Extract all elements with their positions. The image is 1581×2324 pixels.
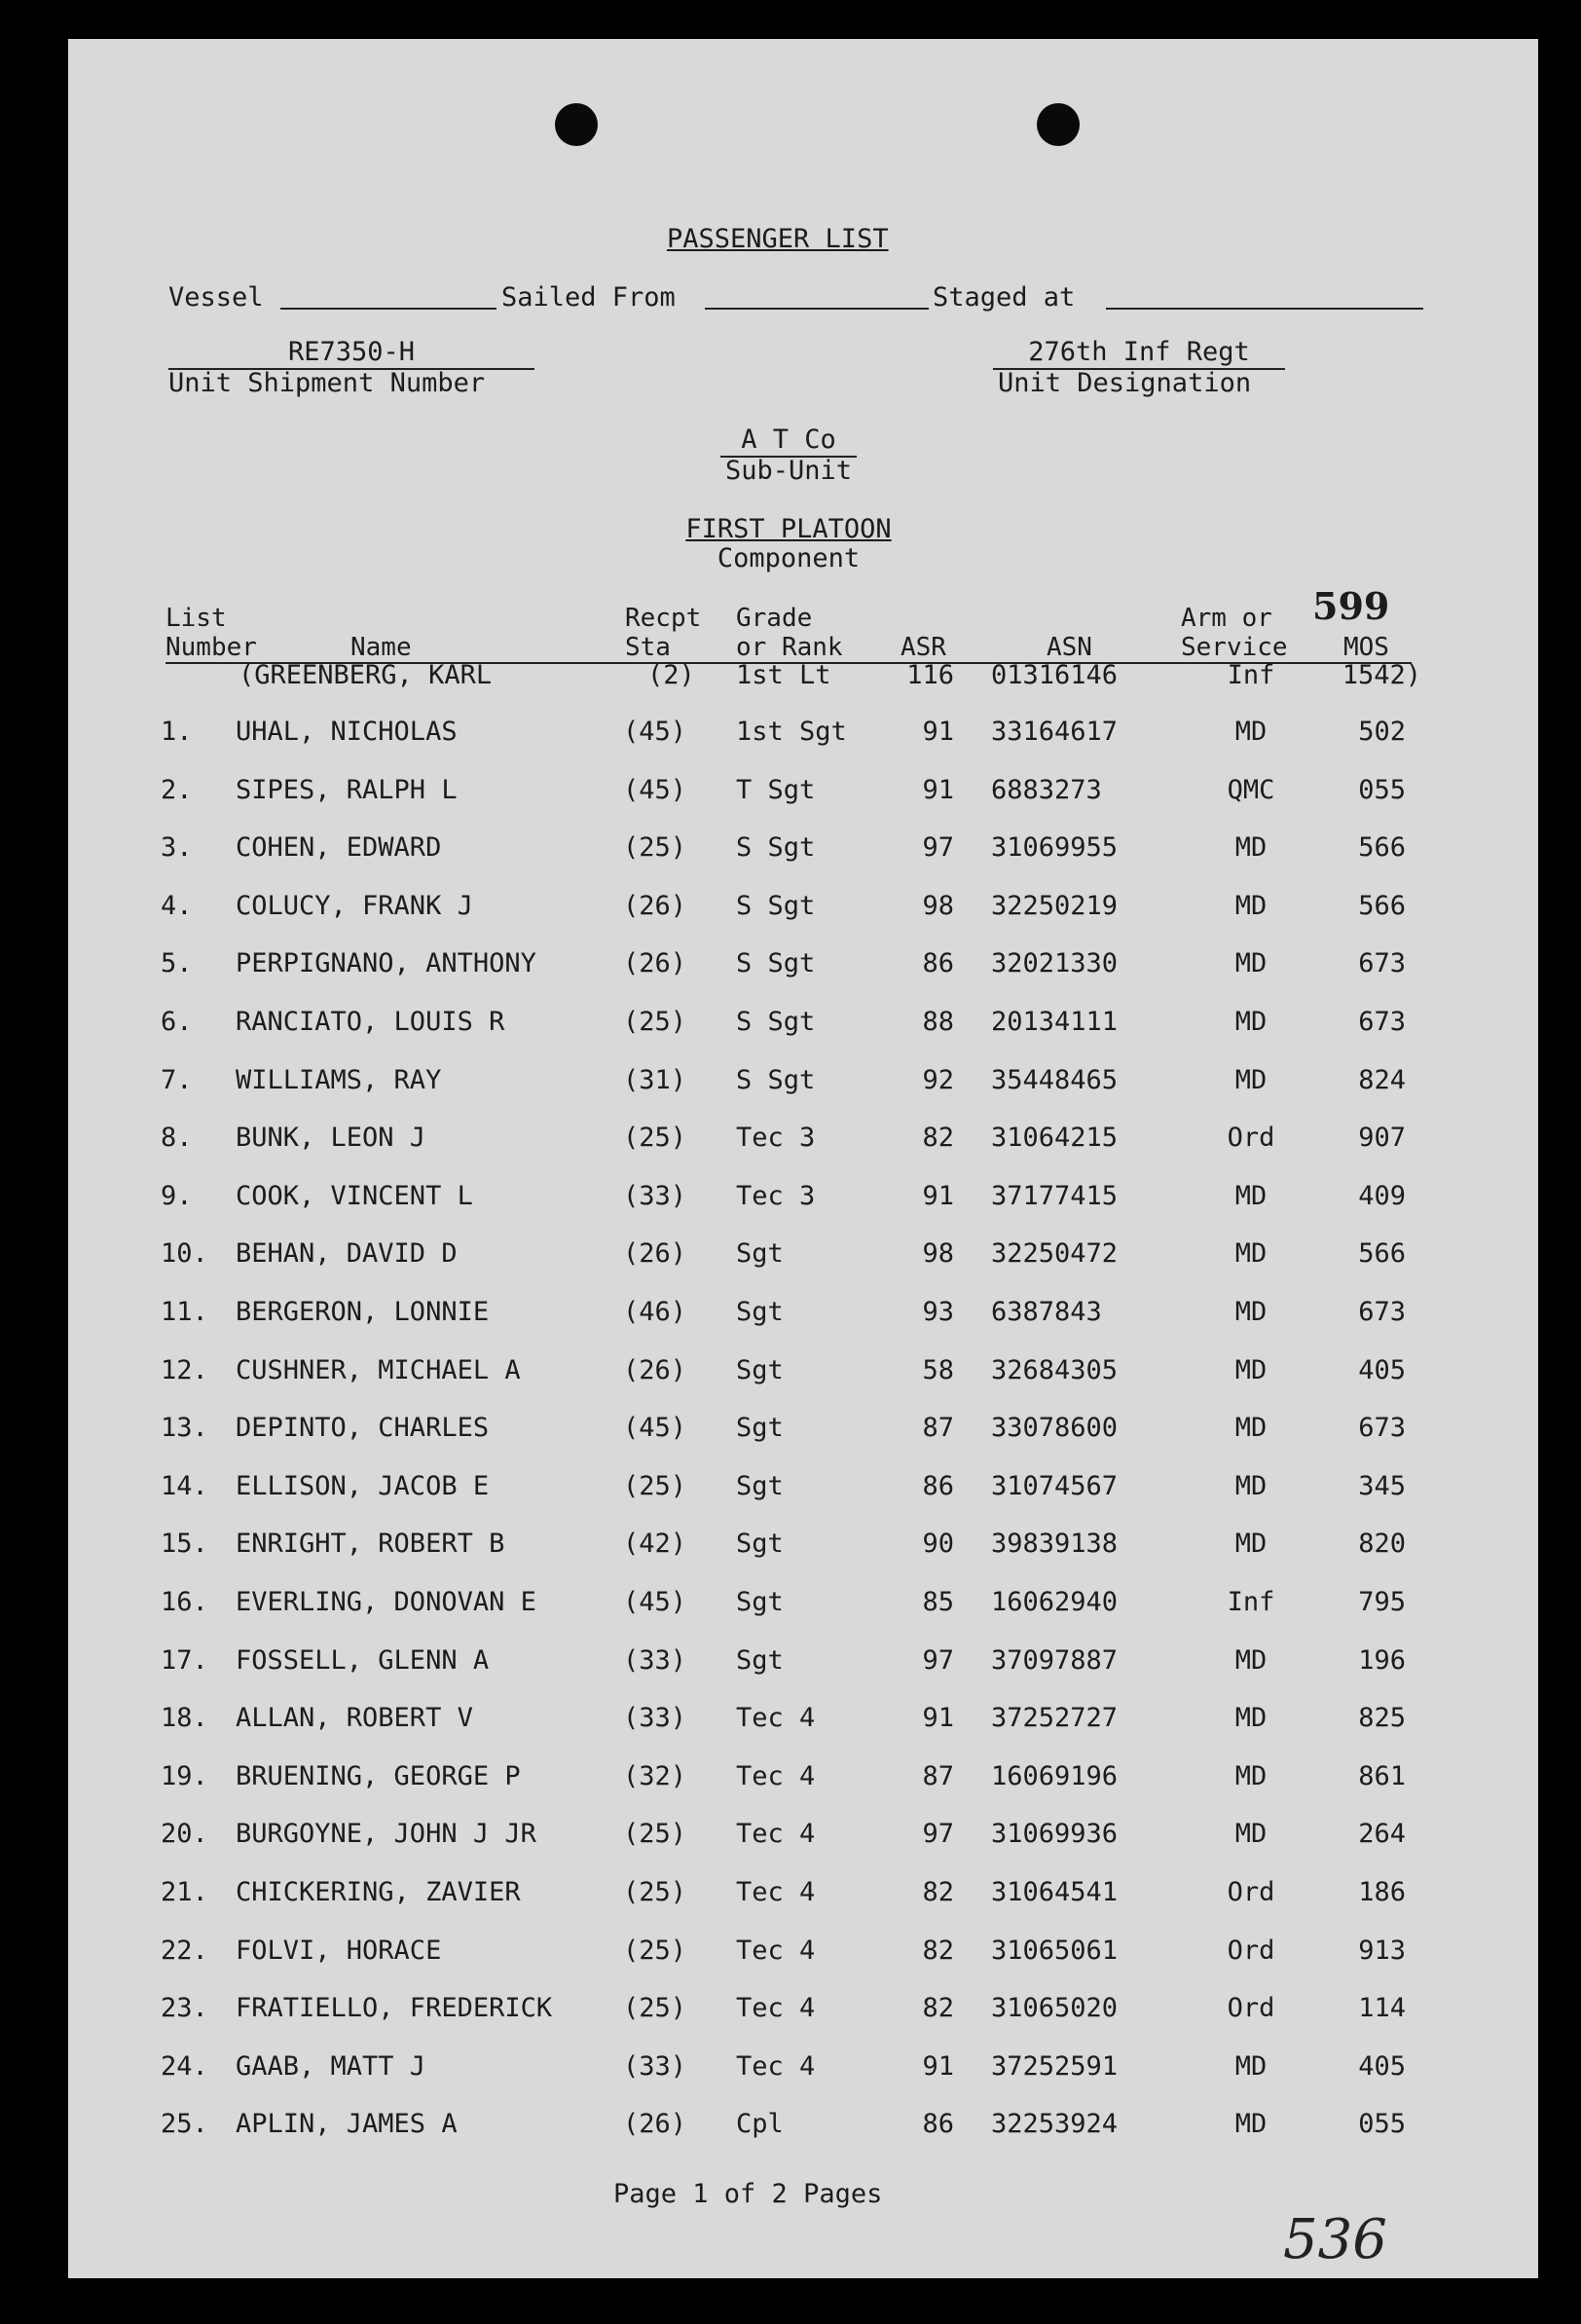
table-row bbox=[68, 1529, 1538, 1568]
col-name: Name bbox=[350, 633, 412, 662]
asn: 35448465 bbox=[991, 1064, 1119, 1095]
arm-service: MD bbox=[1234, 1180, 1268, 1211]
arm-service: MD bbox=[1234, 1760, 1268, 1791]
asr: 91 bbox=[922, 2050, 954, 2082]
passenger-name: BERGERON, LONNIE bbox=[236, 1297, 490, 1327]
asr: 86 bbox=[922, 2109, 954, 2140]
grade: 1st Sgt bbox=[736, 717, 847, 747]
passenger-name: DEPINTO, CHARLES bbox=[236, 1413, 490, 1444]
recpt-sta: (25) bbox=[623, 1993, 687, 2024]
grade: Tec 4 bbox=[736, 2050, 816, 2082]
page-title: PASSENGER LIST bbox=[667, 224, 889, 254]
asr: 92 bbox=[922, 1064, 954, 1095]
recpt-sta: (26) bbox=[623, 890, 687, 921]
asn: 31064215 bbox=[991, 1123, 1119, 1154]
list-number: 3. bbox=[161, 832, 193, 864]
table-row bbox=[68, 2051, 1538, 2090]
passenger-name: WILLIAMS, RAY bbox=[236, 1064, 442, 1095]
component: FIRST PLATOON bbox=[685, 514, 892, 544]
sailed-from-blank bbox=[705, 308, 929, 310]
grade: Sgt bbox=[736, 1529, 784, 1560]
grade: Tec 3 bbox=[736, 1123, 816, 1154]
asn: 33078600 bbox=[991, 1413, 1119, 1444]
asn: 37252591 bbox=[991, 2050, 1119, 2082]
asn: 37097887 bbox=[991, 1644, 1119, 1676]
list-number: 7. bbox=[161, 1064, 193, 1095]
table-row bbox=[68, 1181, 1538, 1220]
arm-service: Ord bbox=[1227, 1877, 1275, 1907]
arm-service: MD bbox=[1234, 1007, 1268, 1037]
list-number: 8. bbox=[161, 1123, 193, 1154]
list-number: 25. bbox=[161, 2109, 208, 2140]
list-number: 2. bbox=[161, 774, 193, 805]
table-row bbox=[68, 1413, 1538, 1452]
grade: Tec 4 bbox=[736, 1993, 816, 2024]
arm-service: MD bbox=[1234, 890, 1268, 921]
mos: 913 bbox=[1358, 1935, 1406, 1966]
list-number: 12. bbox=[161, 1354, 208, 1385]
table-row bbox=[68, 1645, 1538, 1684]
asn: 32253924 bbox=[991, 2109, 1119, 2140]
recpt-sta: (25) bbox=[623, 832, 687, 864]
mos: 409 bbox=[1358, 1180, 1406, 1211]
table-row bbox=[68, 832, 1538, 871]
table-row bbox=[68, 1471, 1538, 1510]
mos: 264 bbox=[1358, 1819, 1406, 1850]
asr: 91 bbox=[922, 1703, 954, 1734]
mos: 795 bbox=[1358, 1587, 1406, 1617]
arm-service: MD bbox=[1234, 2109, 1268, 2140]
mos: 861 bbox=[1358, 1760, 1406, 1791]
col-arm-service: Arm or Service bbox=[1181, 604, 1288, 662]
col-list-number: List Number bbox=[165, 604, 257, 662]
grade: S Sgt bbox=[736, 948, 816, 979]
recpt-sta: (26) bbox=[623, 1354, 687, 1385]
grade: Sgt bbox=[736, 1587, 784, 1617]
vessel-blank bbox=[280, 308, 496, 310]
table-row bbox=[68, 1238, 1538, 1277]
recpt-sta: (45) bbox=[623, 774, 687, 805]
grade: S Sgt bbox=[736, 890, 816, 921]
list-number: 5. bbox=[161, 948, 193, 979]
asn: 37252727 bbox=[991, 1703, 1119, 1734]
table-row bbox=[68, 775, 1538, 814]
recpt-sta: (31) bbox=[623, 1064, 687, 1095]
arm-service: MD bbox=[1234, 1644, 1268, 1676]
grade: Tec 4 bbox=[736, 1760, 816, 1791]
table-row bbox=[68, 1936, 1538, 1974]
asr: 91 bbox=[922, 717, 954, 747]
asn: 33164617 bbox=[991, 717, 1119, 747]
passenger-name: RANCIATO, LOUIS R bbox=[236, 1007, 505, 1037]
asr: 82 bbox=[922, 1877, 954, 1907]
asr: 82 bbox=[922, 1935, 954, 1966]
arm-service: MD bbox=[1234, 2050, 1268, 2082]
unit-designation: 276th Inf Regt bbox=[1028, 337, 1250, 367]
table-row bbox=[68, 1587, 1538, 1626]
asr: 86 bbox=[922, 948, 954, 979]
asn: 32250472 bbox=[991, 1238, 1119, 1270]
asn: 16069196 bbox=[991, 1760, 1119, 1791]
officer-grade: 1st Lt bbox=[736, 660, 831, 690]
recpt-sta: (32) bbox=[623, 1760, 687, 1791]
passenger-name: SIPES, RALPH L bbox=[236, 774, 458, 805]
officer-asn: 01316146 bbox=[991, 660, 1119, 690]
arm-service: Ord bbox=[1227, 1935, 1275, 1966]
mos: 566 bbox=[1358, 832, 1406, 864]
unit-shipment-number-label: Unit Shipment Number bbox=[168, 368, 486, 398]
asn: 31074567 bbox=[991, 1470, 1119, 1501]
recpt-sta: (42) bbox=[623, 1529, 687, 1560]
officer-asr: 116 bbox=[906, 660, 954, 690]
passenger-name: APLIN, JAMES A bbox=[236, 2109, 458, 2140]
handwritten-number: 536 bbox=[1283, 2208, 1387, 2271]
grade: S Sgt bbox=[736, 832, 816, 864]
recpt-sta: (26) bbox=[623, 948, 687, 979]
asn: 31065061 bbox=[991, 1935, 1119, 1966]
asr: 91 bbox=[922, 1180, 954, 1211]
recpt-sta: (25) bbox=[623, 1877, 687, 1907]
list-number: 15. bbox=[161, 1529, 208, 1560]
arm-service: QMC bbox=[1227, 774, 1275, 805]
list-number: 21. bbox=[161, 1877, 208, 1907]
mos: 566 bbox=[1358, 1238, 1406, 1270]
passenger-name: FOSSELL, GLENN A bbox=[236, 1644, 490, 1676]
asn: 31069955 bbox=[991, 832, 1119, 864]
asr: 91 bbox=[922, 774, 954, 805]
passenger-name: PERPIGNANO, ANTHONY bbox=[236, 948, 536, 979]
arm-service: Ord bbox=[1227, 1993, 1275, 2024]
mos: 673 bbox=[1358, 948, 1406, 979]
table-row bbox=[68, 1819, 1538, 1858]
list-number: 6. bbox=[161, 1007, 193, 1037]
arm-service: MD bbox=[1234, 832, 1268, 864]
asn: 32684305 bbox=[991, 1354, 1119, 1385]
mos: 345 bbox=[1358, 1470, 1406, 1501]
passenger-name: CHICKERING, ZAVIER bbox=[236, 1877, 521, 1907]
recpt-sta: (25) bbox=[623, 1819, 687, 1850]
recpt-sta: (46) bbox=[623, 1297, 687, 1327]
asr: 88 bbox=[922, 1007, 954, 1037]
arm-service: Inf bbox=[1227, 1587, 1275, 1617]
arm-service: MD bbox=[1234, 1470, 1268, 1501]
table-row bbox=[68, 1761, 1538, 1800]
asr: 87 bbox=[922, 1413, 954, 1444]
table-row bbox=[68, 1355, 1538, 1394]
mos: 820 bbox=[1358, 1529, 1406, 1560]
table-row bbox=[68, 1993, 1538, 2032]
recpt-sta: (26) bbox=[623, 1238, 687, 1270]
list-number: 14. bbox=[161, 1470, 208, 1501]
asr: 98 bbox=[922, 1238, 954, 1270]
mos: 055 bbox=[1358, 774, 1406, 805]
staged-at-blank bbox=[1106, 308, 1423, 310]
mos: 673 bbox=[1358, 1297, 1406, 1327]
sub-unit-label: Sub-Unit bbox=[724, 456, 853, 486]
unit-shipment-number: RE7350-H bbox=[287, 337, 416, 367]
col-recpt-sta: Recpt Sta bbox=[625, 604, 702, 662]
sailed-from-label: Sailed From bbox=[501, 282, 676, 313]
mos: 907 bbox=[1358, 1123, 1406, 1154]
list-number: 20. bbox=[161, 1819, 208, 1850]
asr: 93 bbox=[922, 1297, 954, 1327]
mos: 405 bbox=[1358, 2050, 1406, 2082]
asn: 31064541 bbox=[991, 1877, 1119, 1907]
mos: 673 bbox=[1358, 1413, 1406, 1444]
passenger-name: BUNK, LEON J bbox=[236, 1123, 426, 1154]
passenger-name: BEHAN, DAVID D bbox=[236, 1238, 458, 1270]
officer-mos: 1542) bbox=[1342, 660, 1421, 690]
mos: 673 bbox=[1358, 1007, 1406, 1037]
recpt-sta: (33) bbox=[623, 1703, 687, 1734]
component-label: Component bbox=[717, 543, 861, 573]
asn: 6387843 bbox=[991, 1297, 1102, 1327]
table-row bbox=[68, 2109, 1538, 2148]
asr: 97 bbox=[922, 832, 954, 864]
mos: 824 bbox=[1358, 1064, 1406, 1095]
document-sheet bbox=[68, 39, 1538, 2278]
recpt-sta: (26) bbox=[623, 2109, 687, 2140]
recpt-sta: (25) bbox=[623, 1123, 687, 1154]
grade: Sgt bbox=[736, 1470, 784, 1501]
list-number: 4. bbox=[161, 890, 193, 921]
officer-name: (GREENBERG, KARL bbox=[239, 660, 493, 690]
asn: 32250219 bbox=[991, 890, 1119, 921]
sub-unit: A T Co bbox=[741, 424, 836, 455]
passenger-name: CUSHNER, MICHAEL A bbox=[236, 1354, 521, 1385]
list-number: 19. bbox=[161, 1760, 208, 1791]
asr: 58 bbox=[922, 1354, 954, 1385]
grade: Sgt bbox=[736, 1644, 784, 1676]
grade: Sgt bbox=[736, 1297, 784, 1327]
arm-service: MD bbox=[1234, 1354, 1268, 1385]
staged-at-label: Staged at bbox=[933, 282, 1076, 313]
page-stamp: 599 bbox=[1312, 584, 1390, 628]
passenger-name: FRATIELLO, FREDERICK bbox=[236, 1993, 553, 2024]
list-number: 17. bbox=[161, 1644, 208, 1676]
passenger-name: BURGOYNE, JOHN J JR bbox=[236, 1819, 536, 1850]
list-number: 13. bbox=[161, 1413, 208, 1444]
grade: Tec 3 bbox=[736, 1180, 816, 1211]
asr: 82 bbox=[922, 1993, 954, 2024]
grade: Tec 4 bbox=[736, 1935, 816, 1966]
table-row bbox=[68, 717, 1538, 756]
arm-service: MD bbox=[1234, 1819, 1268, 1850]
passenger-name: EVERLING, DONOVAN E bbox=[236, 1587, 536, 1617]
passenger-name: ELLISON, JACOB E bbox=[236, 1470, 490, 1501]
asn: 31069936 bbox=[991, 1819, 1119, 1850]
arm-service: MD bbox=[1234, 1529, 1268, 1560]
mos: 825 bbox=[1358, 1703, 1406, 1734]
table-row bbox=[68, 1007, 1538, 1046]
passenger-name: BRUENING, GEORGE P bbox=[236, 1760, 521, 1791]
list-number: 1. bbox=[161, 717, 193, 747]
passenger-name: ENRIGHT, ROBERT B bbox=[236, 1529, 505, 1560]
mos: 196 bbox=[1358, 1644, 1406, 1676]
mos: 566 bbox=[1358, 890, 1406, 921]
passenger-name: COOK, VINCENT L bbox=[236, 1180, 473, 1211]
arm-service: MD bbox=[1234, 717, 1268, 747]
col-asr: ASR bbox=[901, 633, 946, 662]
unit-designation-label: Unit Designation bbox=[998, 368, 1252, 398]
recpt-sta: (33) bbox=[623, 1180, 687, 1211]
grade: Sgt bbox=[736, 1238, 784, 1270]
officer-arm: Inf bbox=[1227, 660, 1275, 690]
mos: 114 bbox=[1358, 1993, 1406, 2024]
list-number: 24. bbox=[161, 2050, 208, 2082]
col-asn: ASN bbox=[1047, 633, 1092, 662]
asn: 20134111 bbox=[991, 1007, 1119, 1037]
table-row bbox=[68, 1297, 1538, 1336]
arm-service: MD bbox=[1234, 1703, 1268, 1734]
grade: Cpl bbox=[736, 2109, 784, 2140]
list-number: 10. bbox=[161, 1238, 208, 1270]
passenger-name: GAAB, MATT J bbox=[236, 2050, 426, 2082]
asn: 32021330 bbox=[991, 948, 1119, 979]
grade: S Sgt bbox=[736, 1064, 816, 1095]
grade: S Sgt bbox=[736, 1007, 816, 1037]
table-row bbox=[68, 1703, 1538, 1742]
passenger-name: ALLAN, ROBERT V bbox=[236, 1703, 473, 1734]
list-number: 23. bbox=[161, 1993, 208, 2024]
passenger-name: UHAL, NICHOLAS bbox=[236, 717, 458, 747]
asn: 16062940 bbox=[991, 1587, 1119, 1617]
officer-row bbox=[68, 660, 1538, 699]
asn: 39839138 bbox=[991, 1529, 1119, 1560]
grade: Tec 4 bbox=[736, 1877, 816, 1907]
passenger-name: COLUCY, FRANK J bbox=[236, 890, 473, 921]
recpt-sta: (25) bbox=[623, 1935, 687, 1966]
arm-service: MD bbox=[1234, 1238, 1268, 1270]
recpt-sta: (45) bbox=[623, 1413, 687, 1444]
recpt-sta: (25) bbox=[623, 1470, 687, 1501]
asr: 98 bbox=[922, 890, 954, 921]
col-mos: MOS bbox=[1343, 633, 1389, 662]
asr: 86 bbox=[922, 1470, 954, 1501]
asr: 82 bbox=[922, 1123, 954, 1154]
asn: 37177415 bbox=[991, 1180, 1119, 1211]
grade: Sgt bbox=[736, 1413, 784, 1444]
asr: 90 bbox=[922, 1529, 954, 1560]
list-number: 9. bbox=[161, 1180, 193, 1211]
mos: 405 bbox=[1358, 1354, 1406, 1385]
recpt-sta: (25) bbox=[623, 1007, 687, 1037]
table-row bbox=[68, 1065, 1538, 1104]
arm-service: Ord bbox=[1227, 1123, 1275, 1154]
recpt-sta: (45) bbox=[623, 1587, 687, 1617]
asn: 31065020 bbox=[991, 1993, 1119, 2024]
col-grade: Grade or Rank bbox=[736, 604, 843, 662]
list-number: 18. bbox=[161, 1703, 208, 1734]
page-footer: Page 1 of 2 Pages bbox=[613, 2179, 883, 2209]
list-number: 11. bbox=[161, 1297, 208, 1327]
asr: 97 bbox=[922, 1644, 954, 1676]
arm-service: MD bbox=[1234, 1413, 1268, 1444]
passenger-name: FOLVI, HORACE bbox=[236, 1935, 442, 1966]
grade: T Sgt bbox=[736, 774, 816, 805]
arm-service: MD bbox=[1234, 1064, 1268, 1095]
recpt-sta: (33) bbox=[623, 1644, 687, 1676]
table-row bbox=[68, 891, 1538, 930]
table-row bbox=[68, 1877, 1538, 1916]
officer-sta: (2) bbox=[647, 660, 695, 690]
recpt-sta: (33) bbox=[623, 2050, 687, 2082]
grade: Sgt bbox=[736, 1354, 784, 1385]
arm-service: MD bbox=[1234, 948, 1268, 979]
arm-service: MD bbox=[1234, 1297, 1268, 1327]
list-number: 22. bbox=[161, 1935, 208, 1966]
punch-hole bbox=[555, 103, 598, 146]
asr: 85 bbox=[922, 1587, 954, 1617]
table-row bbox=[68, 1123, 1538, 1162]
asr: 97 bbox=[922, 1819, 954, 1850]
grade: Tec 4 bbox=[736, 1819, 816, 1850]
table-row bbox=[68, 948, 1538, 987]
asn: 6883273 bbox=[991, 774, 1102, 805]
list-number: 16. bbox=[161, 1587, 208, 1617]
punch-hole bbox=[1037, 103, 1080, 146]
passenger-name: COHEN, EDWARD bbox=[236, 832, 442, 864]
vessel-label: Vessel bbox=[168, 282, 264, 313]
mos: 186 bbox=[1358, 1877, 1406, 1907]
recpt-sta: (45) bbox=[623, 717, 687, 747]
mos: 055 bbox=[1358, 2109, 1406, 2140]
grade: Tec 4 bbox=[736, 1703, 816, 1734]
mos: 502 bbox=[1358, 717, 1406, 747]
asr: 87 bbox=[922, 1760, 954, 1791]
